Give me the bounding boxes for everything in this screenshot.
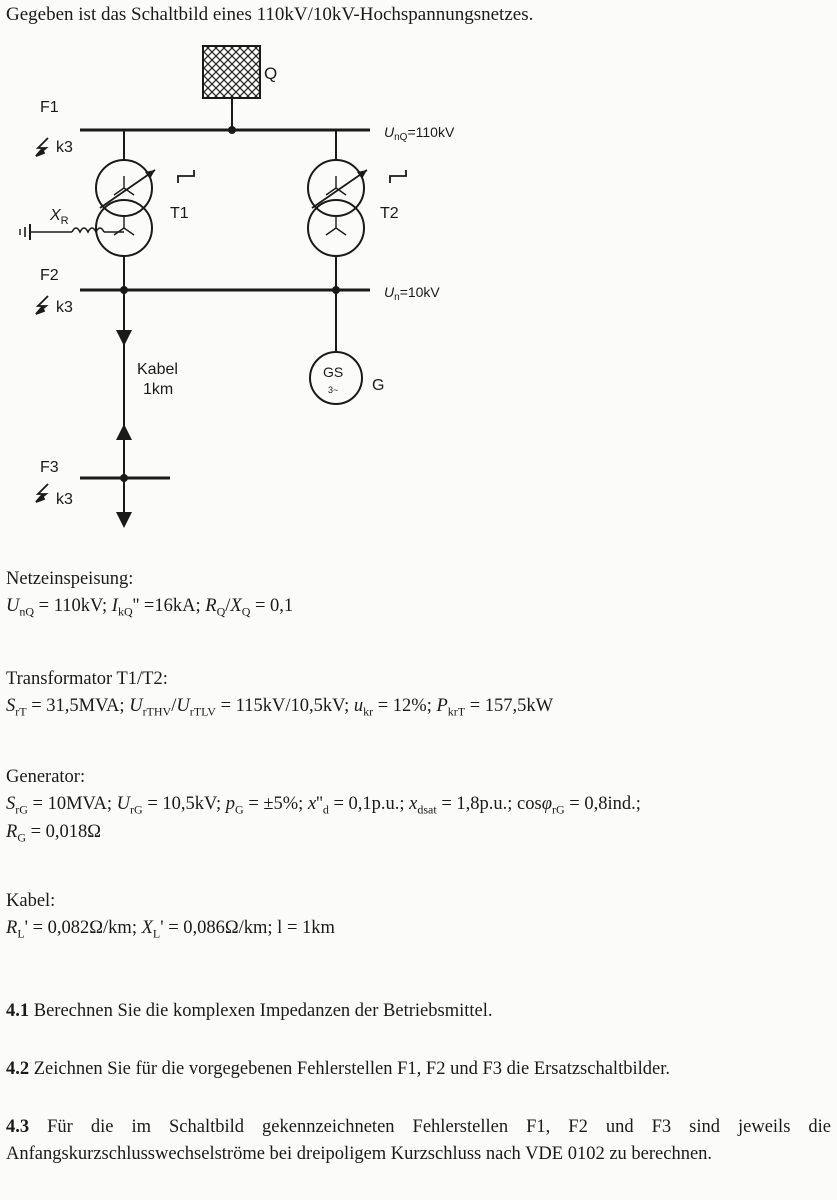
task-number: 4.3 bbox=[6, 1117, 30, 1137]
f1-fault-type: k3 bbox=[56, 139, 73, 156]
trafo-heading: Transformator T1/T2: bbox=[6, 669, 168, 689]
generator-heading: Generator: bbox=[6, 767, 86, 787]
generator-values-2: $R_G = 0,018\Omega$ bbox=[6, 821, 102, 845]
network-source-q bbox=[203, 46, 260, 98]
task-text: Berechnen Sie die komplexen Impedanzen der Betriebsmittel. bbox=[33, 1001, 493, 1021]
f2-label: F2 bbox=[40, 267, 59, 284]
page-title: Gegeben ist das Schaltbild eines 110kV/10kV-Hochspannungsnetzes. bbox=[6, 4, 534, 25]
f1-label: F1 bbox=[40, 99, 59, 116]
t1-label: T1 bbox=[170, 205, 189, 222]
section-kabel bbox=[6, 888, 335, 943]
kabel-values: $R_L' = 0,082\Omega/km$; $X_L' = 0,086\Omega/km$; l = 1km bbox=[6, 917, 335, 941]
cable-length-label: 1km bbox=[143, 381, 174, 398]
bus-lv-label: $U_n=10kV$ bbox=[384, 284, 440, 303]
neutral-reactor-xr bbox=[72, 228, 104, 232]
circuit-diagram bbox=[0, 0, 837, 560]
generator-label: G bbox=[372, 377, 385, 394]
source-label: Q bbox=[264, 64, 278, 83]
generator-symbol-sub: 3~ bbox=[328, 385, 339, 395]
t2-label: T2 bbox=[380, 205, 399, 222]
netz-values: $U_{nQ} = 110kV$; $I_{kQ}'' =16kA$; $R_Q/X_Q = 0,1$ bbox=[6, 595, 294, 619]
task-number: 4.1 bbox=[6, 1001, 30, 1021]
task-text: Für die im Schaltbild gekennzeichneten Fehlerstellen F1, F2 und F3 sind jeweils die Anfangskurzschlusswechselströme bei dreipoligem Kurzschluss nach VDE 0102 zu berechnen. bbox=[6, 1117, 832, 1164]
generator-symbol-text: GS bbox=[323, 364, 344, 380]
task-4-3 bbox=[6, 1114, 831, 1168]
bus-hv-label: $U_{nQ}=110kV$ bbox=[384, 124, 455, 143]
task-number: 4.2 bbox=[6, 1059, 30, 1079]
cable-label: Kabel bbox=[137, 361, 178, 378]
task-4-2 bbox=[6, 1056, 831, 1083]
kabel-heading: Kabel: bbox=[6, 891, 56, 911]
section-generator bbox=[6, 764, 641, 847]
xr-label: $X_R$ bbox=[50, 207, 69, 227]
task-4-1 bbox=[6, 998, 831, 1025]
f3-label: F3 bbox=[40, 459, 59, 476]
f2-fault-type: k3 bbox=[56, 299, 73, 316]
generator-values-1: $S_{rG} = 10MVA$; $U_{rG} = 10,5kV$; $p_G = \pm 5\%$; $x''_d = 0,1p.u$.; $x_{dsat} = 1,8p.u$.; cosφ$_{rG}$ = 0,8ind.; bbox=[6, 793, 641, 817]
section-netz bbox=[6, 566, 293, 621]
f3-fault-type: k3 bbox=[56, 491, 73, 508]
trafo-values: $S_{rT} = 31,5MVA$; $U_{rTHV}/U_{rTLV} = 115kV/10,5kV$; $u_{kr} = 12\%$; $P_{krT} = 157,5kW$ bbox=[6, 695, 554, 719]
task-text: Zeichnen Sie für die vorgegebenen Fehlerstellen F1, F2 und F3 die Ersatzschaltbilder. bbox=[33, 1059, 670, 1079]
netz-heading: Netzeinspeisung: bbox=[6, 569, 134, 589]
section-trafo bbox=[6, 666, 553, 721]
